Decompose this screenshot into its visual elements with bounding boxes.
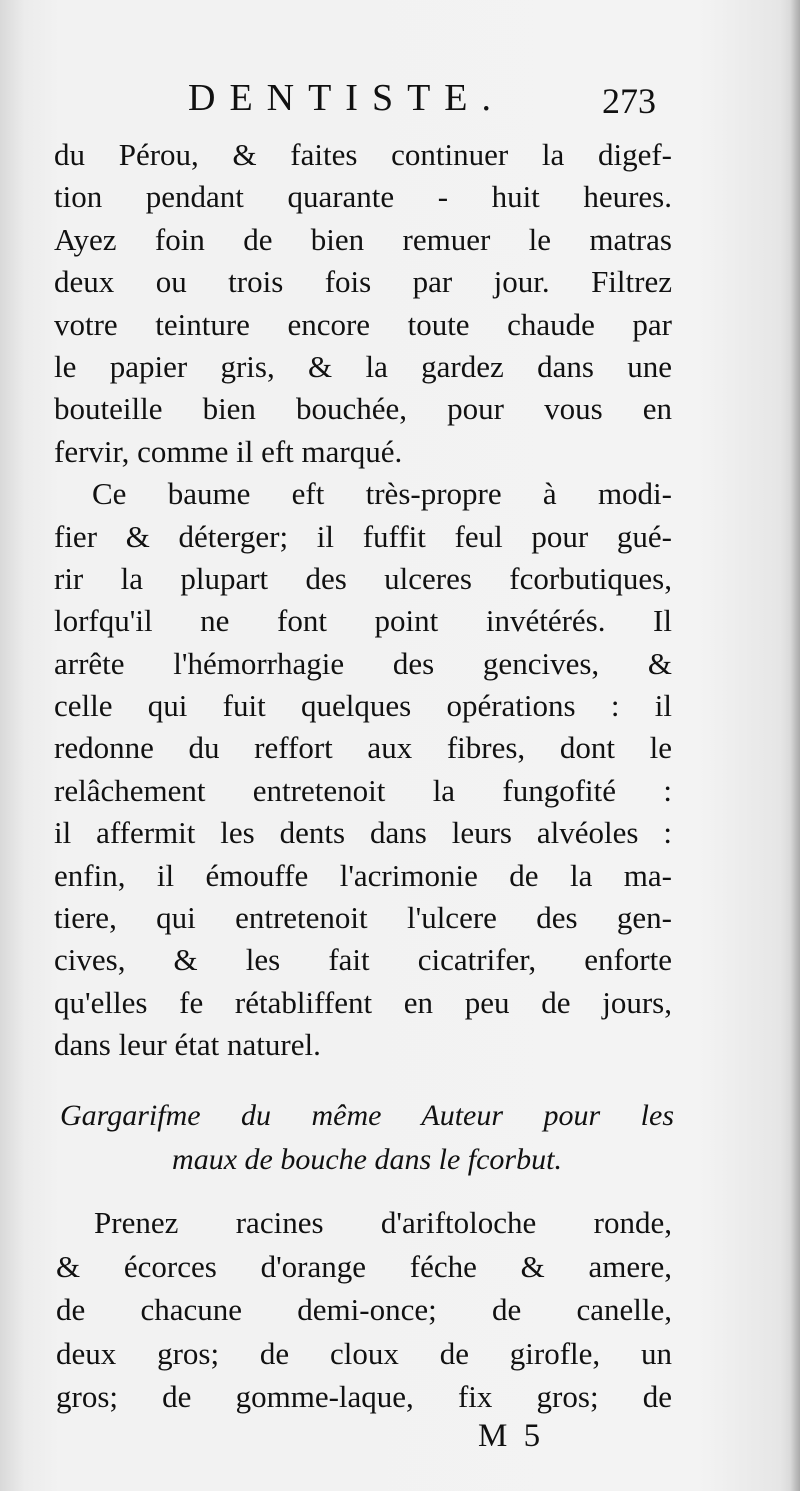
text-line: cives, & les fait cicatrifer, enforte <box>54 942 672 978</box>
text-line: dans leur état naturel. <box>54 1027 321 1063</box>
text-line: tiere, qui entretenoit l'ulcere des gen- <box>54 900 672 936</box>
text-line: qu'elles fe rétabliffent en peu de jours, <box>54 984 672 1020</box>
text-line: & écorces d'orange féche & amere, <box>56 1248 672 1284</box>
signature-mark: M 5 <box>478 1418 545 1454</box>
text-line: celle qui fuit quelques opérations : il <box>54 688 672 724</box>
text-line: fier & déterger; il fuffit feul pour gué- <box>54 518 672 554</box>
page-number: 273 <box>602 81 656 121</box>
heading-line: Gargarifme du même Auteur pour les <box>60 1099 674 1132</box>
text-line: il affermit les dents dans leurs alvéoles : <box>54 815 672 851</box>
text-line: bouteille bien bouchée, pour vous en <box>54 391 672 427</box>
text-line: rir la plupart des ulceres fcorbutiques, <box>54 560 672 596</box>
text-line: tion pendant quarante - huit heures. <box>54 179 672 215</box>
recipe-text <box>56 1201 672 1419</box>
text-line: de chacune demi-once; de canelle, <box>56 1292 672 1327</box>
text-line: deux ou trois fois par jour. Filtrez <box>54 264 672 300</box>
text-line: Prenez racines d'ariftoloche ronde, <box>94 1205 672 1240</box>
text-line: Ayez foin de bien remuer le matras <box>54 221 672 257</box>
text-line: arrête l'hémorrhagie des gencives, & <box>54 645 672 681</box>
text-line: lorfqu'il ne font point invétérés. Il <box>54 603 672 639</box>
heading-line: maux de bouche dans le fcorbut. <box>172 1143 562 1176</box>
text-line: deux gros; de cloux de girofle, un <box>56 1335 672 1371</box>
main-text <box>54 134 672 1067</box>
text-line: votre teinture encore toute chaude par <box>54 306 672 342</box>
text-line: fervir, comme il eft marqué. <box>54 433 403 469</box>
text-line: du Pérou, & faites continuer la digef- <box>54 137 672 172</box>
text-line: relâchement entretenoit la fungofité : <box>54 772 672 808</box>
text-line: Ce baume eft très-propre à modi- <box>92 476 672 512</box>
text-line: gros; de gomme-laque, fix gros; de <box>56 1379 672 1414</box>
text-line: enfin, il émouffe l'acrimonie de la ma- <box>54 857 672 893</box>
page-header <box>0 76 800 126</box>
text-line: redonne du reffort aux fibres, dont le <box>54 730 672 766</box>
running-title: DENTISTE. <box>188 77 506 119</box>
section-heading <box>60 1094 674 1182</box>
text-line: le papier gris, & la gardez dans une <box>54 348 672 384</box>
